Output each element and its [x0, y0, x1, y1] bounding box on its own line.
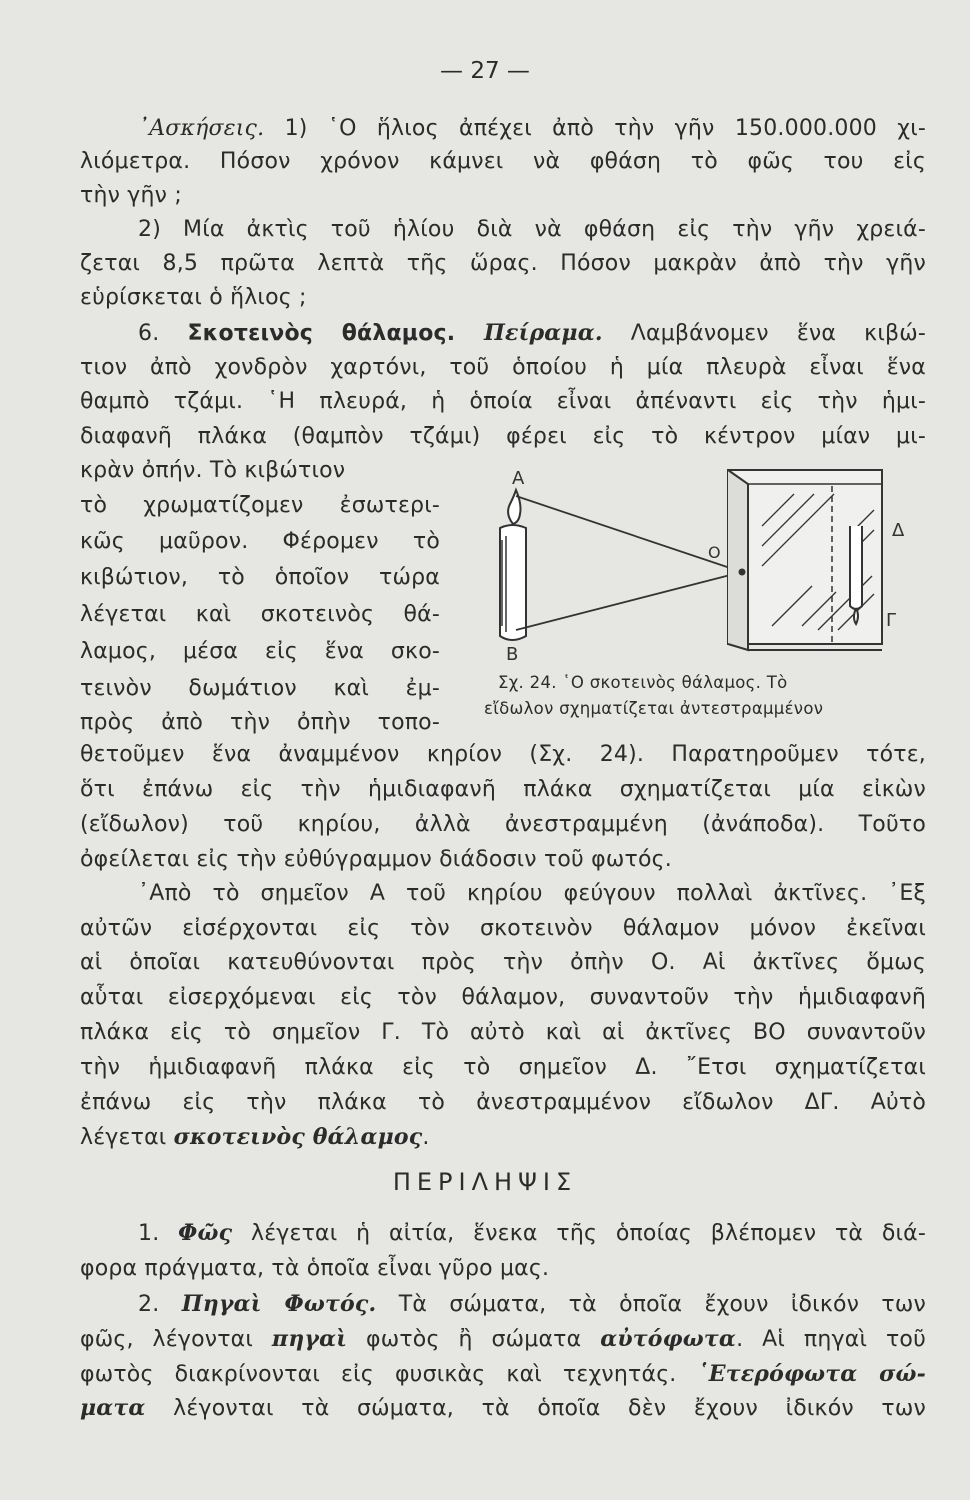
- text-line: ἐπάνω εἰς τὴν πλάκα τὸ ἀνεστραμμένον εἴδωλον ΔΓ. Αὐτὸ: [80, 1090, 926, 1115]
- camera-obscura-figure: [472, 466, 932, 676]
- text-line: τιον ἀπὸ χονδρὸν χαρτόνι, τοῦ ὁποίου ἡ μία πλευρὰ εἶναι ἕνα: [80, 355, 926, 380]
- text-line: κρὰν ὀπήν. Τὸ κιβώτιον: [80, 458, 346, 483]
- candle-icon: [500, 525, 526, 640]
- candle-flame-icon: [508, 490, 520, 524]
- text-line: (εἴδωλον) τοῦ κηρίου, ἀλλὰ ἀνεστραμμένη (ἀνάποδα). Τοῦτο: [80, 812, 926, 837]
- text-line: ὅτι ἐπάνω εἰς τὴν ἡμιδιαφανῆ πλάκα σχηματίζεται μία εἰκὼν: [80, 777, 926, 802]
- text-line: θαμπὸ τζάμι. ῾Η πλευρά, ἡ ὁποία εἶναι ἀπέναντι εἰς τὴν ἡμι-: [80, 389, 926, 414]
- text-line: κιβώτιον, τὸ ὁποῖον τώρα: [80, 565, 440, 590]
- text-line: αἱ ὁποῖαι κατευθύνονται πρὸς τὴν ὀπὴν Ο. Αἱ ἀκτῖνες ὅμως: [80, 950, 926, 975]
- summary-heading: ΠΕΡΙΛΗΨΙΣ: [392, 1168, 578, 1196]
- text-line: ᾿Απὸ τὸ σημεῖον Α τοῦ κηρίου φεύγουν πολλαὶ ἀκτῖνες. ᾿Εξ: [138, 881, 926, 906]
- summary-line: φορα πράγματα, τὰ ὁποῖα εἶναι γῦρο μας.: [80, 1256, 550, 1281]
- label-point-g: Γ: [886, 610, 897, 631]
- summary-line: φῶς, λέγονται πηγαὶ φωτὸς ἢ σώματα αὐτόφωτα. Αἱ πηγαὶ τοῦ: [80, 1326, 927, 1352]
- summary-line: φωτὸς διακρίνονται εἰς φυσικὰς καὶ τεχνητάς. ῾Ετερόφωτα σώ-: [80, 1361, 927, 1387]
- label-point-b: Β: [506, 644, 519, 665]
- text-line: τὴν ἡμιδιαφανῆ πλάκα εἰς τὸ σημεῖον Δ. ῎Ετσι σχηματίζεται: [80, 1055, 926, 1080]
- page-number: — 27 —: [440, 58, 530, 84]
- text-line: πλάκα εἰς τὸ σημεῖον Γ. Τὸ αὐτὸ καὶ αἱ ἀκτῖνες ΒΟ συναντοῦν: [80, 1020, 926, 1045]
- summary-line: ματα λέγονται τὰ σώματα, τὰ ὁποῖα δὲν ἔχουν ἰδικόν των: [80, 1395, 926, 1421]
- label-point-o: Ο: [708, 543, 721, 562]
- text-line: ζεται 8,5 πρῶτα λεπτὰ τῆς ὥρας. Πόσον μακρὰν ἀπὸ τὴν γῆν: [80, 251, 926, 276]
- text-line: πρὸς ἀπὸ τὴν ὀπὴν τοπο-: [80, 710, 440, 735]
- text-line: ᾿Ασκήσεις. 1) ῾Ο ἥλιος ἀπέχει ἀπὸ τὴν γῆν 150.000.000 χι-: [138, 116, 926, 141]
- label-point-a: Α: [512, 468, 525, 489]
- inverted-candle-image: [850, 526, 862, 609]
- text-line: κῶς μαῦρον. Φέρομεν τὸ: [80, 529, 440, 554]
- label-point-d: Δ: [892, 520, 905, 541]
- text-line: ὀφείλεται εἰς τὴν εὐθύγραμμον διάδοσιν τοῦ φωτός.: [80, 847, 672, 872]
- summary-line: 2. Πηγαὶ Φωτός. Τὰ σώματα, τὰ ὁποῖα ἔχουν ἰδικόν των: [138, 1291, 926, 1317]
- section-heading-line: 6. Σκοτεινὸς θάλαμος. Πείραμα. Λαμβάνομεν ἕνα κιβώ-: [138, 320, 926, 346]
- text-line: τεινὸν δωμάτιον καὶ ἐμ-: [80, 676, 440, 701]
- text-line: λέγεται καὶ σκοτεινὸς θά-: [80, 602, 440, 627]
- text-line: τὴν γῆν ;: [80, 183, 182, 208]
- text-line: διαφανῆ πλάκα (θαμπὸν τζάμι) φέρει εἰς τὸ κέντρον μίαν μι-: [80, 424, 926, 449]
- text-line: αὗται εἰσερχόμεναι εἰς τὸν θάλαμον, συναντοῦν τὴν ἡμιδιαφανῆ: [80, 985, 926, 1010]
- text-line: λέγεται σκοτεινὸς θάλαμος.: [80, 1124, 430, 1150]
- text-line: εὑρίσκεται ὁ ἥλιος ;: [80, 285, 307, 310]
- summary-line: 1. Φῶς λέγεται ἡ αἰτία, ἕνεκα τῆς ὁποίας βλέπομεν τὰ διά-: [138, 1220, 926, 1246]
- figure-caption-line2: εἴδωλον σχηματίζεται ἀντεστραμμένον: [484, 699, 824, 718]
- figure-caption-line1: Σχ. 24. ῾Ο σκοτεινὸς θάλαμος. Τὸ: [498, 673, 788, 692]
- text-line: 2) Μία ἀκτὶς τοῦ ἡλίου διὰ νὰ φθάση εἰς τὴν γῆν χρειά-: [138, 217, 926, 242]
- text-line: αὐτῶν εἰσέρχονται εἰς τὸν σκοτεινὸν θάλαμον μόνον ἐκεῖναι: [80, 916, 926, 941]
- text-line: λαμος, μέσα εἰς ἕνα σκο-: [80, 639, 440, 664]
- text-line: θετοῦμεν ἕνα ἀναμμένον κηρίον (Σχ. 24). Παρατηροῦμεν τότε,: [80, 742, 926, 767]
- text-line: τὸ χρωματίζομεν ἐσωτερι-: [80, 493, 440, 518]
- text-line: λιόμετρα. Πόσον χρόνον κάμνει νὰ φθάση τὸ φῶς του εἰς: [80, 149, 926, 174]
